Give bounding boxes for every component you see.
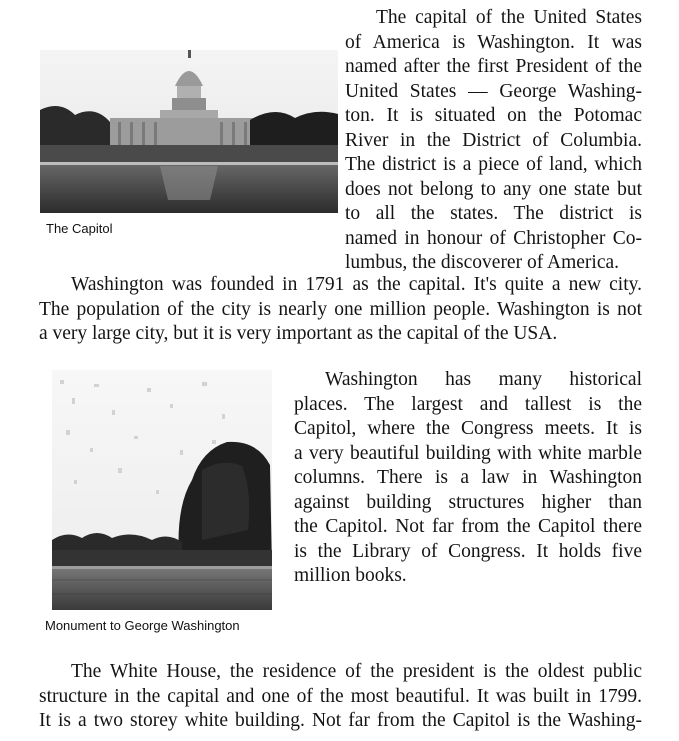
text-line: does not belong to any one state but bbox=[345, 178, 642, 200]
text-line: The district is a piece of land, which bbox=[345, 154, 642, 175]
text-line: ton. It is situated on the Potomac bbox=[345, 105, 642, 126]
text-line: The population of the city is nearly one million people. Washington is not bbox=[39, 298, 642, 320]
text-line: named after the first President of the bbox=[345, 56, 642, 77]
text-line: against building structures higher than bbox=[294, 491, 642, 513]
text-line: The White House, the residence of the president is the oldest public bbox=[71, 661, 642, 682]
text-line: River in the District of Columbia. bbox=[345, 129, 642, 151]
text-line: named in honour of Christopher Co- bbox=[345, 227, 642, 249]
text-line: Washington has many historical bbox=[325, 369, 642, 390]
monument-photo bbox=[52, 370, 272, 610]
figure-caption: The Capitol bbox=[46, 221, 113, 236]
text-line: places. The largest and tallest is the bbox=[294, 393, 642, 415]
text-line: It is a two storey white building. Not far from the Capitol is the Washing- bbox=[39, 710, 642, 731]
text-line: lumbus, the discoverer of America. bbox=[345, 252, 619, 273]
text-line: a very large city, but it is very important as the capital of the USA. bbox=[39, 323, 558, 344]
text-line: to all the states. The district is bbox=[345, 203, 642, 224]
text-line: columns. There is a law in Washington bbox=[294, 467, 642, 488]
text-line: United States — George Washing- bbox=[345, 80, 642, 102]
figure-caption: Monument to George Washington bbox=[45, 618, 240, 633]
text-line: a very beautiful building with white marble bbox=[294, 442, 642, 464]
capitol-photo bbox=[40, 50, 338, 213]
text-line: Capitol, where the Congress meets. It is bbox=[294, 418, 642, 439]
text-line: is the Library of Congress. It holds five bbox=[294, 540, 642, 562]
text-line: Washington was founded in 1791 as the capital. It's quite a new city. bbox=[71, 274, 642, 295]
text-line: million books. bbox=[294, 565, 407, 586]
text-line: of America is Washington. It was bbox=[345, 31, 642, 53]
text-line: structure in the capital and one of the most beautiful. It was built in 1799. bbox=[39, 685, 642, 707]
text-line: the Capitol. Not far from the Capitol there bbox=[294, 516, 642, 537]
text-line: The capital of the United States bbox=[376, 7, 642, 28]
